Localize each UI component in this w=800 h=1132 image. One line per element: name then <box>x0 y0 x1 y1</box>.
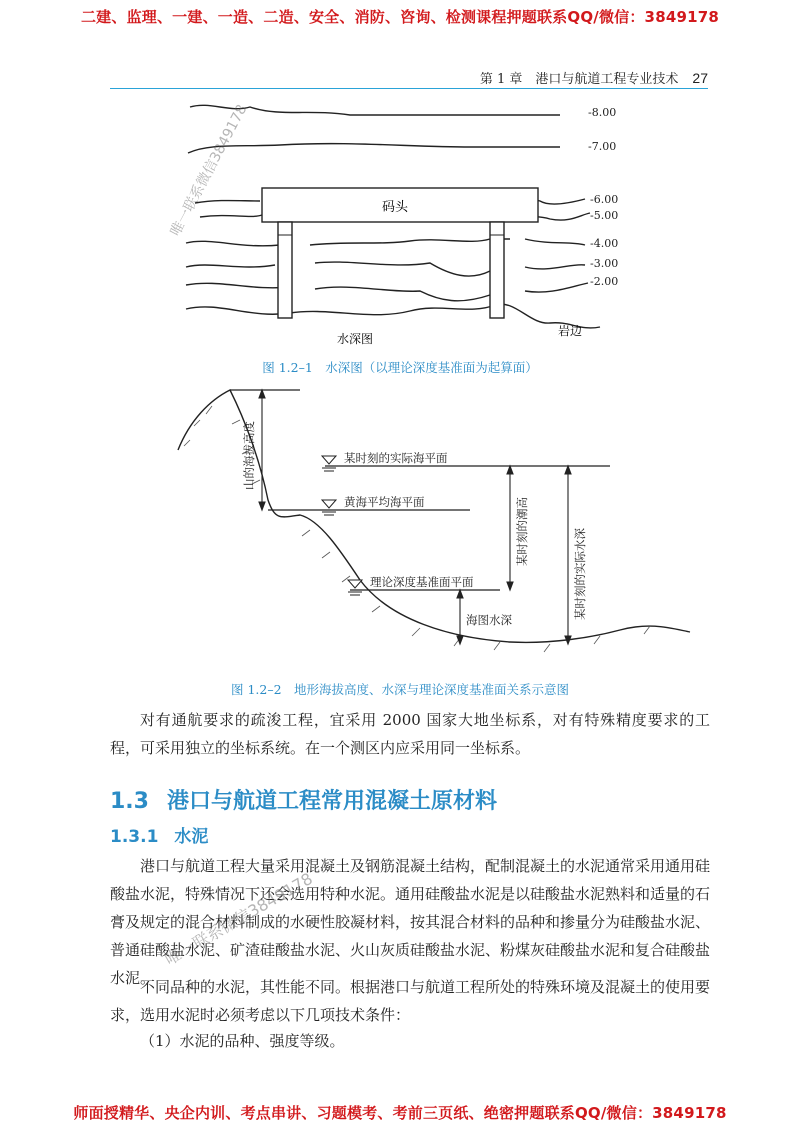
depth-label: -6.00 <box>590 193 619 206</box>
paragraph-intro: 对有通航要求的疏浚工程，宜采用 2000 国家大地坐标系，对有特殊精度要求的工程，可采用独立的坐标系统。在一个测区内应采用同一坐标系。 <box>110 711 710 757</box>
watermark: 唯一联系微信3849178 <box>161 868 316 970</box>
page-number: 27 <box>692 70 708 86</box>
depth-label: -3.00 <box>590 257 619 270</box>
wharf-pile-left <box>278 222 292 318</box>
wharf-pile-right <box>490 222 504 318</box>
section-heading <box>110 784 497 815</box>
actual-sea-level-label: 某时刻的实际海平面 <box>344 451 448 465</box>
promo-banner-bottom: 师面授精华、央企内训、考点串讲、习题模考、考前三页纸、绝密押题联系QQ/微信：3849178 <box>73 1104 727 1122</box>
section-number: 1.3 <box>110 789 149 814</box>
paragraph-cement: 港口与航道工程大量采用混凝土及钢筋混凝土结构，配制混凝土的水泥通常采用通用硅酸盐水泥，特殊情况下还会选用特种水泥。通用硅酸盐水泥是以硅酸盐水泥熟料和适量的石膏及规定的混合材料制成的水硬性胶凝材料，按其混合材料的品种和掺量分为硅酸盐水泥、普通硅酸盐水泥、矿渣硅酸盐水泥、火山灰质硅酸盐水泥、粉煤灰硅酸盐水泥和复合硅酸盐水泥。 <box>110 857 711 987</box>
chapter-title <box>480 68 708 87</box>
chart-depth-label: 海图水深 <box>466 613 512 627</box>
subsection-number: 1.3.1 <box>110 827 159 847</box>
actual-depth-label: 某时刻的实际水深 <box>573 528 587 620</box>
depth-label: -5.00 <box>590 209 619 222</box>
depth-label: -7.00 <box>588 140 617 153</box>
list-item: （1）水泥的品种、强度等级。 <box>140 1032 345 1050</box>
depth-label: -4.00 <box>590 237 619 250</box>
figure-1-caption: 图 1.2–1 水深图（以理论深度基准面为起算面） <box>262 360 538 375</box>
figure-elevation-diagram <box>150 380 710 670</box>
running-header <box>110 66 708 89</box>
tide-height-label: 某时刻的潮高 <box>515 497 529 566</box>
mountain-height-label: 山的海拔高度 <box>242 421 256 490</box>
wharf-label: 码头 <box>381 200 409 215</box>
figure-2-caption: 图 1.2–2 地形海拔高度、水深与理论深度基准面关系示意图 <box>230 682 570 697</box>
depth-label: -8.00 <box>588 106 617 119</box>
paragraph-types: 不同品种的水泥，其性能不同。根据港口与航道工程所处的特殊环境及混凝土的使用要求，选用水泥时必须考虑以下几项技术条件： <box>110 978 711 1024</box>
subsection-title: 水泥 <box>174 827 209 847</box>
datum-plane-label: 理论深度基准面平面 <box>370 575 474 589</box>
subsection-heading <box>110 822 208 847</box>
section-title: 港口与航道工程常用混凝土原材料 <box>166 789 497 814</box>
chapter-name: 第 1 章 港口与航道工程专业技术 <box>479 72 679 87</box>
shore-label: 岩边 <box>557 324 583 338</box>
chart-label: 水深图 <box>336 332 374 346</box>
watermark: 唯一联系微信3849178 <box>167 102 251 239</box>
yellow-sea-level-label: 黄海平均海平面 <box>344 495 425 509</box>
depth-label: -2.00 <box>590 275 619 288</box>
promo-banner-top: 二建、监理、一建、一造、二造、安全、消防、咨询、检测课程押题联系QQ/微信：3849178 <box>80 8 720 26</box>
